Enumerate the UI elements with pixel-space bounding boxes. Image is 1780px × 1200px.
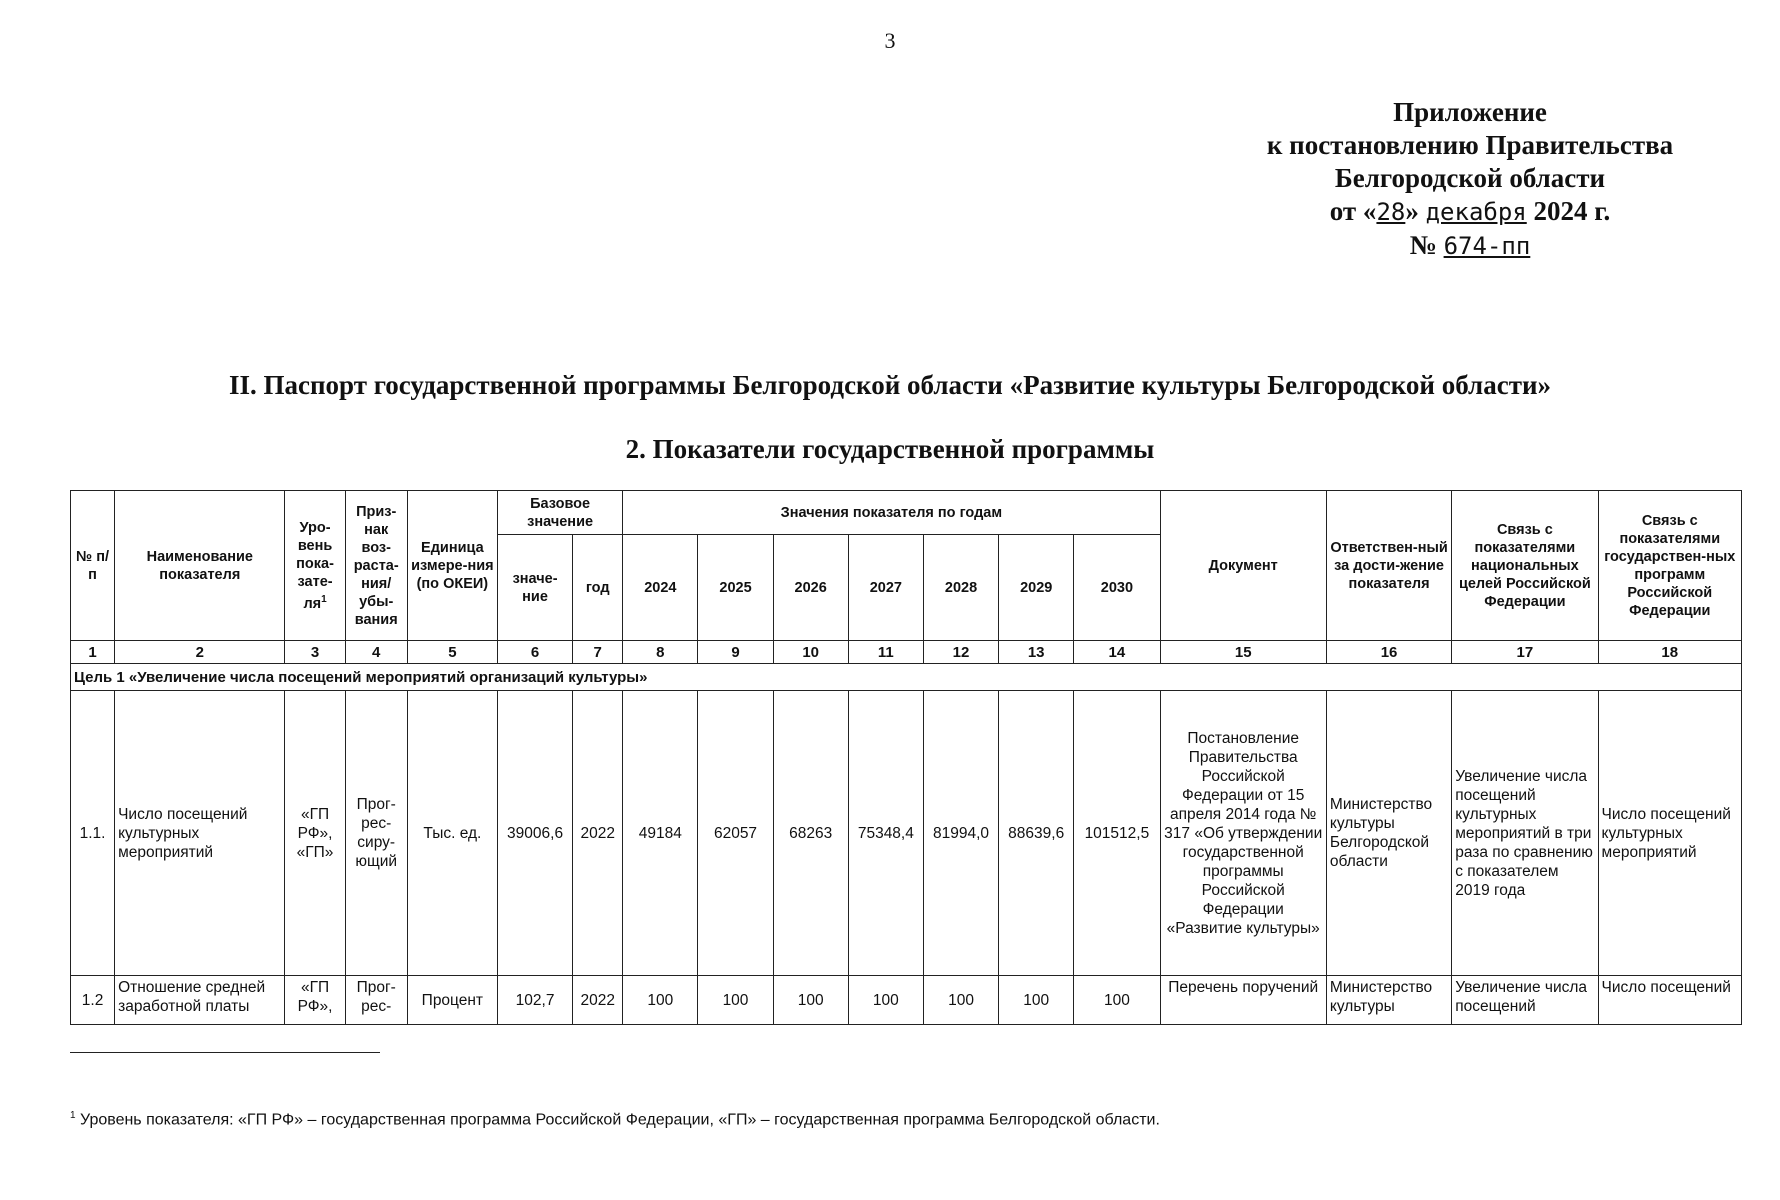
header-year: 2030 — [1074, 535, 1160, 641]
header-base-value: значе-ние — [497, 535, 572, 641]
table-row — [71, 691, 1742, 976]
cell-base-year: 2022 — [573, 691, 623, 976]
footnote-marker: 1 — [70, 1110, 76, 1121]
section-subtitle: 2. Показатели государственной программы — [625, 434, 1155, 464]
cell-level: «ГП РФ», — [285, 976, 345, 1025]
column-number: 10 — [773, 641, 848, 664]
header-link-state: Связь с показателями государствен-ных программ Российской Федерации — [1598, 491, 1741, 641]
cell-year-value: 100 — [623, 976, 698, 1025]
cell-link-state: Число посещений культурных мероприятий — [1598, 691, 1741, 976]
column-number: 12 — [923, 641, 998, 664]
cell-name: Отношение средней заработной платы — [115, 976, 285, 1025]
cell-base-value: 39006,6 — [497, 691, 572, 976]
appendix-region: Белгородской области — [1334, 163, 1606, 193]
cell-num: 1.2 — [71, 976, 115, 1025]
cell-responsible: Министерство культуры Белгородской области — [1326, 691, 1451, 976]
cell-year-value: 101512,5 — [1074, 691, 1160, 976]
cell-link-national: Увеличение числа посещений культурных мероприятий в три раза по сравнению с показателем 2019 года — [1452, 691, 1598, 976]
column-number: 8 — [623, 641, 698, 664]
header-base-year: год — [573, 535, 623, 641]
column-number: 15 — [1160, 641, 1326, 664]
cell-link-national: Увеличение числа посещений — [1452, 976, 1598, 1025]
column-number: 18 — [1598, 641, 1741, 664]
column-number: 14 — [1074, 641, 1160, 664]
cell-year-value: 100 — [848, 976, 923, 1025]
header-year: 2024 — [623, 535, 698, 641]
cell-link-state: Число посещений — [1598, 976, 1741, 1025]
cell-unit: Процент — [407, 976, 497, 1025]
appendix-title: Приложение — [1393, 97, 1547, 127]
header-num: № п/п — [71, 491, 115, 641]
column-number: 17 — [1452, 641, 1598, 664]
indicators-table — [70, 490, 1742, 1025]
header-year: 2026 — [773, 535, 848, 641]
cell-year-value: 68263 — [773, 691, 848, 976]
cell-num: 1.1. — [71, 691, 115, 976]
header-level: Уро-вень пока-$зате-ля^1$ — [285, 491, 345, 641]
date-prefix: от « — [1329, 196, 1377, 226]
column-number: 3 — [285, 641, 345, 664]
column-numbers-row — [71, 641, 1742, 664]
number-value: 674-пп — [1443, 232, 1531, 260]
column-number: 13 — [999, 641, 1074, 664]
cell-year-value: 62057 — [698, 691, 773, 976]
column-number: 16 — [1326, 641, 1451, 664]
cell-year-value: 81994,0 — [923, 691, 998, 976]
footnote-separator — [70, 1052, 380, 1053]
cell-year-value: 100 — [1074, 976, 1160, 1025]
cell-sign: Прог-рес- — [345, 976, 407, 1025]
cell-document: Постановление Правительства Российской Федерации от 15 апреля 2014 года № 317 «Об утверждении государственной программы Российской Федерации «Развитие культуры» — [1160, 691, 1326, 976]
date-month: декабря — [1425, 198, 1527, 226]
appendix-date — [1200, 195, 1740, 229]
header-year: 2028 — [923, 535, 998, 641]
table-row — [71, 976, 1742, 1025]
header-responsible: Ответствен-ный за дости-жение показателя — [1326, 491, 1451, 641]
header-link-national: Связь с показателями национальных целей Российской Федерации — [1452, 491, 1598, 641]
header-name: Наименование показателя — [115, 491, 285, 641]
cell-year-value: 100 — [923, 976, 998, 1025]
column-number: 7 — [573, 641, 623, 664]
footnote — [70, 1110, 1160, 1129]
column-number: 2 — [115, 641, 285, 664]
cell-responsible: Министерство культуры — [1326, 976, 1451, 1025]
cell-base-value: 102,7 — [497, 976, 572, 1025]
date-day: 28 — [1376, 198, 1406, 226]
cell-sign: Прог-рес-сиру-ющий — [345, 691, 407, 976]
goal-row — [71, 664, 1742, 691]
header-year: 2025 — [698, 535, 773, 641]
cell-year-value: 88639,6 — [999, 691, 1074, 976]
cell-base-year: 2022 — [573, 976, 623, 1025]
section-title: II. Паспорт государственной программы Белгородской области «Развитие культуры Белгородской области» — [228, 370, 1552, 400]
cell-year-value: 49184 — [623, 691, 698, 976]
appendix-number — [1200, 229, 1740, 263]
cell-level: «ГП РФ», «ГП» — [285, 691, 345, 976]
column-number: 11 — [848, 641, 923, 664]
header-sign: Приз-нак воз-раста-ния/ убы-вания — [345, 491, 407, 641]
header-years-group: Значения показателя по годам — [623, 491, 1160, 535]
cell-document: Перечень поручений — [1160, 976, 1326, 1025]
page-number: 3 — [884, 28, 896, 53]
appendix-block — [1200, 96, 1740, 263]
header-document: Документ — [1160, 491, 1326, 641]
header-year: 2027 — [848, 535, 923, 641]
column-number: 4 — [345, 641, 407, 664]
cell-name: Число посещений культурных мероприятий — [115, 691, 285, 976]
date-year: 2024 г. — [1533, 196, 1611, 226]
cell-year-value: 75348,4 — [848, 691, 923, 976]
column-number: 6 — [497, 641, 572, 664]
number-prefix: № — [1409, 230, 1437, 260]
footnote-text: Уровень показателя: «ГП РФ» – государственная программа Российской Федерации, «ГП» – государственная программа Белгородской области. — [75, 1111, 1160, 1129]
cell-year-value: 100 — [773, 976, 848, 1025]
appendix-resolution: к постановлению Правительства — [1266, 130, 1674, 160]
header-unit: Единица измере-ния (по ОКЕИ) — [407, 491, 497, 641]
date-mid: » — [1405, 196, 1419, 226]
cell-unit: Тыс. ед. — [407, 691, 497, 976]
cell-year-value: 100 — [698, 976, 773, 1025]
header-year: 2029 — [999, 535, 1074, 641]
goal-title: Цель 1 «Увеличение числа посещений мероприятий организаций культуры» — [71, 664, 1742, 691]
column-number: 5 — [407, 641, 497, 664]
column-number: 1 — [71, 641, 115, 664]
column-number: 9 — [698, 641, 773, 664]
cell-year-value: 100 — [999, 976, 1074, 1025]
header-base: Базовое значение — [497, 491, 622, 535]
